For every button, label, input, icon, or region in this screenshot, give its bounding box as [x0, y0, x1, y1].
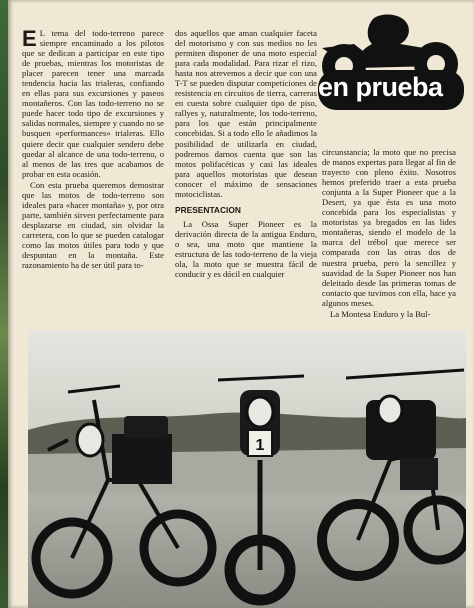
page-edge — [0, 0, 8, 608]
paragraph: E L tema del todo-terreno parece siempre encaminado a los pilotos que se dedican a participar en este tipo de pruebas, mientras los motoristas de placer parecen tener una marcada tendencia hacia las trialeras, confiando en ellas para sus excursiones y paseos montañeros. Con las todo-terreno no se puede hacer todo tipo de excursiones y salidas normales, siempre y cuando no se busquen «performances» trialeras. Ello quiere decir que cualquier sendero debe quedar al alcance de una todo-terreno, o al menos de las tres que acabamos de probar en esta ocasión. — [22, 26, 164, 179]
motorcycles-photo — [28, 330, 466, 608]
svg-text:1: 1 — [255, 437, 265, 454]
section-banner: en prueba — [318, 72, 443, 102]
section-subheading: PRESENTACION — [175, 204, 241, 215]
paragraph: Con esta prueba queremos demostrar que las motos de todo-terreno son ideales para «hacer montaña» y, por otra parte, también sirven perfectamente para desplazarse en ciudad, sin olvidar la carretera, con lo que se pueden catalogar como las motos útiles para todo y que despuntan en la montaña. Este razonamiento ha de ser útil para to- — [22, 179, 164, 271]
article-column-3 — [322, 147, 456, 319]
paragraph: circunstancia; la moto que no precisa de manos expertas para llegar al fin de trayecto con pleno éxito. Nosotros hemos preferido traer a esta prueba conjunta a la Super Pioneer que a la Desert, ya que ésta es una moto concebida para los especialistas y motoristas ya bregados en las lides montañeras, siendo el modelo de la marca del trébol que merece ser comparada con las otras dos de nuestra prueba, pero la sencillez y suavidad de la Super Pioneer nos han deleitado desde las primeras tomas de contacto que tuvimos con ella, hace ya algunos meses. — [322, 147, 456, 308]
paragraph: dos aquellos que aman cualquier faceta del motorismo y con sus medios no les permiten disponer de una moto especial para cada modalidad. Para rizar el rizo, hasta nos atrevemos a decir que con una T-T se pueden disputar competiciones de resistencia en circuitos de tierra, carreras en cuesta sobre cualquier tipo de piso, rallyes y, naturalmente, los todo-terreno, para los que están principalmente concebidas. Si a todo ello le añadimos la posibilidad de utilizarla en ciudad, podremos darnos cuenta que son las motos polifacéticas y casi las ideales para aquellos motoristas que desean conocer el máximo de sensaciones motociclistas. — [175, 28, 317, 199]
paragraph: La Montesa Enduro y la Bul- — [330, 308, 431, 319]
paragraph: La Ossa Super Pioneer es la derivación directa de la antigua Enduro, o sea, una moto que mantiene la estructura de las todo-terreno de la vieja ola, la moto que se muestra fácil de conducir y es dócil en cualquier — [175, 218, 317, 280]
article-column-2 — [175, 28, 317, 279]
article-column-1 — [22, 28, 164, 270]
banner-graphic — [314, 8, 466, 130]
drop-cap: E — [22, 26, 37, 51]
